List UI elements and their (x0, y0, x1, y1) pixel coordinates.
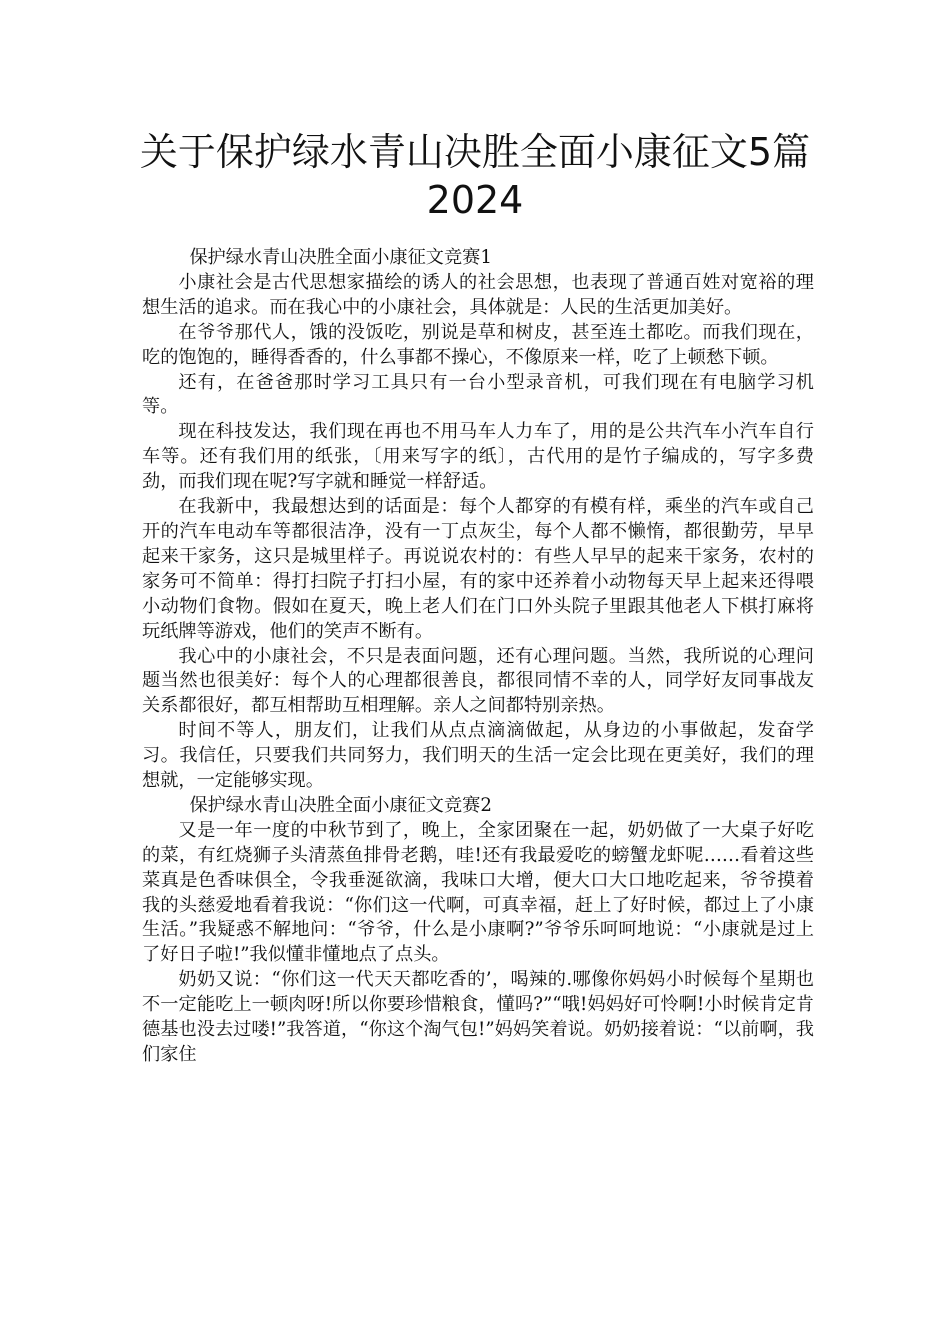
section-heading: 保护绿水青山决胜全面小康征文竞赛2 (189, 794, 492, 816)
section-heading: 保护绿水青山决胜全面小康征文竞赛1 (189, 247, 492, 268)
paragraph: 奶奶又说：“你们这一代天天都吃香的’，喝辣的.哪像你妈妈小时候每个星期也不一定能吃上一顿肉呀!所以你要珍惜粮食，懂吗?”“哦!妈妈好可怜啊!小时候肯定肯德基也没去过喽!”我答道，“你这个淘气包!”妈妈笑着说。奶奶接着说：“以前啊，我们家住 (142, 969, 814, 1065)
paragraph: 在我新中，我最想达到的话面是：每个人都穿的有模有样，乘坐的汽车或自己开的汽车电动车等都很洁净，没有一丁点灰尘，每个人都不懒惰，都很勤劳，早早起来干家务，这只是城里样子。再说说农村的：有些人早早的起来干家务，农村的家务可不简单：得打扫院子打扫小屋，有的家中还养着小动物每天早上起来还得喂小动物们食物。假如在夏天，晚上老人们在门口外头院子里跟其他老人下棋打麻将玩纸牌等游戏，他们的笑声不断有。 (142, 496, 814, 642)
paragraph: 小康社会是古代思想家描绘的诱人的社会思想，也表现了普通百姓对宽裕的理想生活的追求。而在我心中的小康社会，具体就是：人民的生活更加美好。 (142, 271, 814, 318)
paragraph: 还有，在爸爸那时学习工具只有一台小型录音机，可我们现在有电脑学习机等。 (142, 371, 814, 418)
paragraph: 又是一年一度的中秋节到了，晚上，全家团聚在一起，奶奶做了一大桌子好吃的菜，有红烧狮子头清蒸鱼排骨老鹅，哇!还有我最爱吃的螃蟹龙虾呢……看着这些菜真是色香味俱全，令我垂涎欲滴，我味口大增，便大口大口地吃起来，爷爷摸着我的头慈爱地看着我说：“你们这一代啊，可真幸福，赶上了好时候，都过上了小康生活。”我疑惑不解地问：“爷爷，什么是小康啊?”爷爷乐呵呵地说：“小康就是过上了好日子啦!”我似懂非懂地点了点头。 (142, 819, 814, 966)
paragraph: 现在科技发达，我们现在再也不用马车人力车了，用的是公共汽车小汽车自行车等。还有我们用的纸张，〔用来写字的纸〕，古代用的是竹子编成的，写字多费劲，而我们现在呢?写字就和睡觉一样舒适。 (142, 421, 814, 493)
paragraph: 时间不等人，朋友们，让我们从点点滴滴做起，从身边的小事做起，发奋学习。我信任，只要我们共同努力，我们明天的生活一定会比现在更美好，我们的理想就，一定能够实现。 (142, 720, 814, 792)
document-title: 关于保护绿水青山决胜全面小康征文5篇2024 (139, 130, 811, 222)
paragraph: 在爷爷那代人，饿的没饭吃，别说是草和树皮，甚至连土都吃。而我们现在，吃的饱饱的，睡得香香的，什么事都不操心，不像原来一样，吃了上顿愁下顿。 (142, 321, 814, 368)
document-body (142, 246, 814, 1068)
paragraph: 我心中的小康社会，不只是表面问题，还有心理问题。当然，我所说的心理问题当然也很美好：每个人的心理都很善良，都很同情不幸的人，同学好友同事战友关系都很好，都互相帮助互相理解。亲人之间都特别亲热。 (142, 645, 814, 717)
